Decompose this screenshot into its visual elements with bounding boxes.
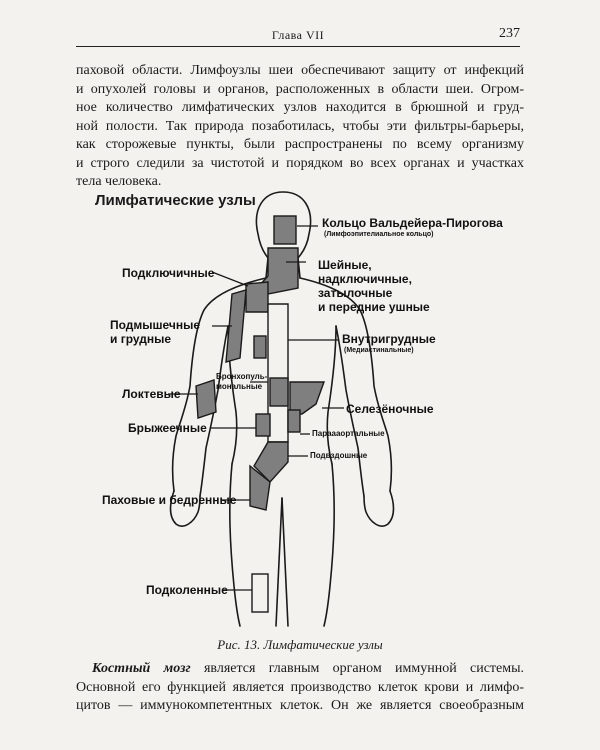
text-line: цитов — иммунокомпетентных клеток. Он же является своеобразным bbox=[76, 698, 524, 713]
label-splenic: Селезёночные bbox=[346, 402, 434, 416]
label-ring-sub: (Лимфоэпителиальное кольцо) bbox=[324, 231, 434, 238]
text-run: является главным органом иммунной системы. bbox=[190, 661, 525, 676]
label-subclavian: Подключичные bbox=[122, 266, 215, 280]
label-mesenteric: Брыжеечные bbox=[128, 421, 207, 435]
text-line: и строго следили за чистотой и порядком во всех органах и участках bbox=[76, 155, 524, 171]
splenic-node bbox=[290, 382, 324, 414]
elbow-node bbox=[196, 380, 216, 418]
text-line: ное количество лимфатических узлов находится в брюшной и груд- bbox=[76, 100, 524, 115]
label-intrathoracic-sub: (Медиастинальные) bbox=[344, 347, 414, 354]
label-inguinal: Паховые и бедренные bbox=[102, 493, 237, 507]
label-popliteal: Подколенные bbox=[146, 583, 228, 597]
page-header bbox=[76, 26, 520, 47]
subclavian-node bbox=[246, 282, 268, 312]
label-cervical-4: и передние ушные bbox=[318, 300, 430, 314]
label-cervical-1: Шейные, bbox=[318, 258, 372, 272]
label-cervical-2: надключичные, bbox=[318, 272, 412, 286]
figure-caption: Рис. 13. Лимфатические узлы bbox=[217, 637, 383, 652]
body-diagram bbox=[0, 186, 600, 631]
text-line: паховой области. Лимфоузлы шеи обеспечивают защиту от инфекций bbox=[76, 63, 524, 78]
label-axillary-1: Подмышечные bbox=[110, 318, 201, 332]
label-ring: Кольцо Вальдейера-Пирогова bbox=[322, 216, 503, 230]
text-line: тела человека. bbox=[76, 174, 162, 189]
text-line: Основной его функцией является производство клеток крови и лимфо- bbox=[76, 679, 524, 695]
label-paraaortic: Параааортальные bbox=[312, 429, 385, 438]
bone-marrow-term: Костный мозг bbox=[92, 661, 191, 676]
bottom-paragraph bbox=[76, 660, 524, 716]
mediastinal-node bbox=[254, 336, 266, 358]
lymph-node-regions bbox=[196, 216, 324, 612]
text-line: и опухолей головы и органов, расположенных в области шеи. Огром- bbox=[76, 81, 524, 97]
lymph-nodes-figure bbox=[0, 186, 600, 631]
label-bronchopulmonary-2: мональные bbox=[216, 382, 263, 391]
text-line bbox=[76, 660, 524, 679]
label-elbow: Локтевые bbox=[122, 387, 181, 401]
text-line: ной полости. Так природа позаботилась, чтобы эти фильтры-барьеры, bbox=[76, 118, 524, 134]
top-paragraph bbox=[76, 62, 524, 192]
paraaortic-node bbox=[288, 410, 300, 432]
ring-node bbox=[274, 216, 296, 244]
bronchopulmonary-node bbox=[270, 378, 288, 406]
text-line: как сторожевые пункты, были распространены по всему организму bbox=[76, 137, 524, 152]
intrathoracic-node bbox=[268, 304, 288, 442]
chapter-title: Глава VII bbox=[271, 28, 325, 42]
label-cervical-3: затылочные bbox=[318, 286, 393, 300]
popliteal-node bbox=[252, 574, 268, 612]
page-number: 237 bbox=[499, 26, 520, 41]
label-bronchopulmonary-1: Бронхопуль- bbox=[216, 372, 268, 381]
label-intrathoracic: Внутригрудные bbox=[342, 332, 436, 346]
label-iliac: Подвздошные bbox=[310, 451, 368, 460]
label-axillary-2: и грудные bbox=[110, 332, 172, 346]
mesenteric-node bbox=[256, 414, 270, 436]
figure-title: Лимфатические узлы bbox=[95, 192, 256, 209]
